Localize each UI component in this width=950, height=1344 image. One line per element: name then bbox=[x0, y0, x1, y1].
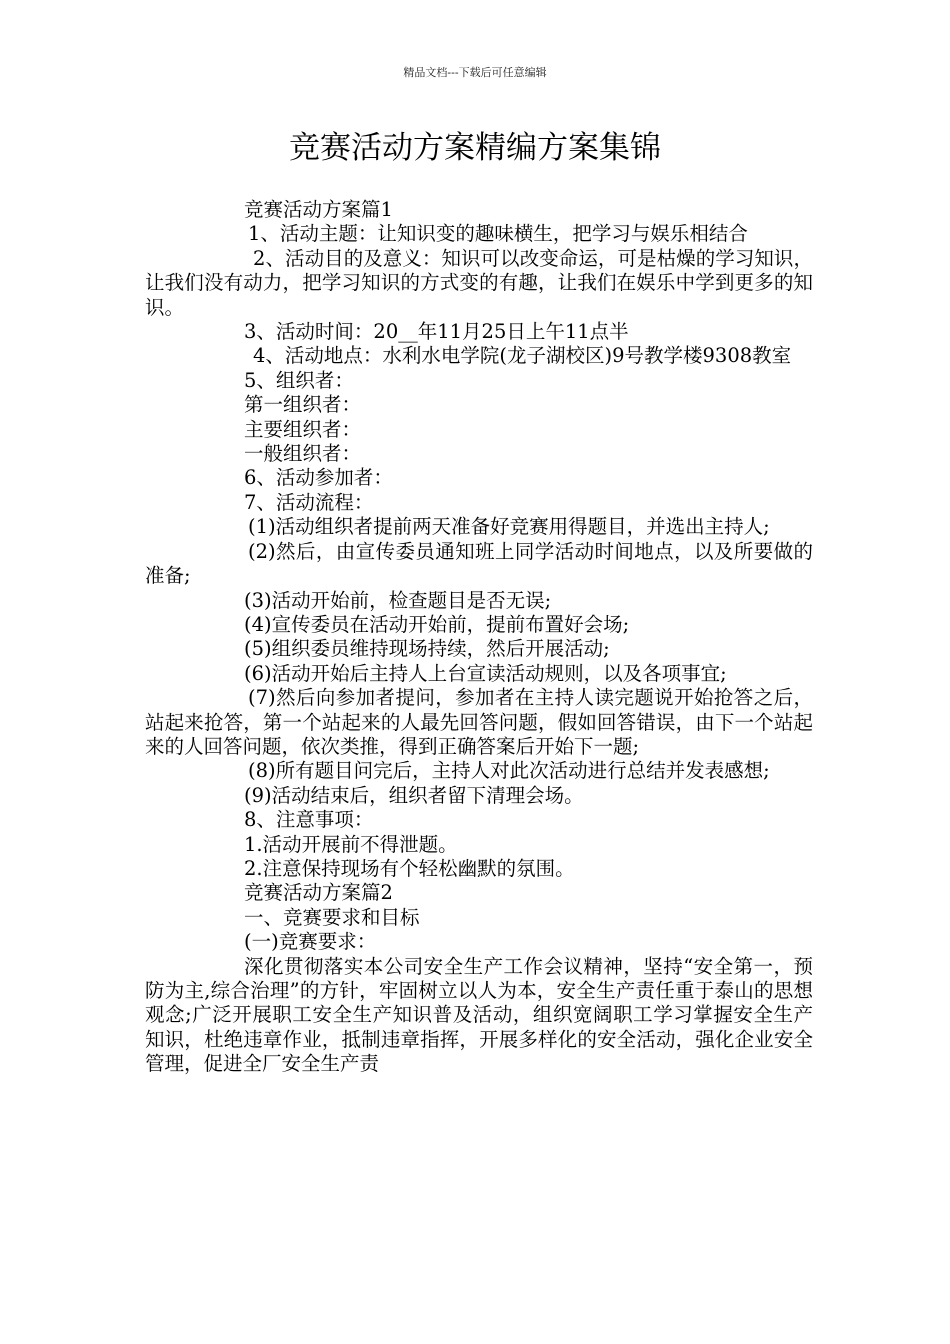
paragraph: 竞赛活动方案篇1 bbox=[244, 198, 393, 221]
paragraph: 2、活动目的及意义：知识可以改变命运，可是枯燥的学习知识，让我们没有动力，把学习知识的方式变的有趣，让我们在娱乐中学到更多的知识。 bbox=[145, 246, 813, 319]
paragraph: (7)然后向参加者提问，参加者在主持人读完题说开始抢答之后，站起来抢答，第一个站起来的人最先回答问题，假如回答错误，由下一个站起来的人回答问题，依次类推，得到正确答案后开始下一题; bbox=[145, 686, 813, 758]
paragraph: (4)宣传委员在活动开始前，提前布置好会场; bbox=[244, 612, 630, 636]
paragraph: (2)然后，由宣传委员通知班上同学活动时间地点，以及所要做的准备; bbox=[145, 539, 813, 588]
paragraph: 1、活动主题：让知识变的趣味横生，把学习与娱乐相结合 bbox=[248, 222, 748, 246]
paragraph: 4、活动地点：水利水电学院(龙子湖校区)9号教学楼9308教室 bbox=[253, 344, 792, 368]
paragraph: 第一组织者： bbox=[244, 393, 362, 417]
paragraph: 7、活动流程： bbox=[244, 490, 374, 514]
header-note: 精品文档---下载后可任意编辑 bbox=[403, 66, 547, 79]
paragraph: 深化贯彻落实本公司安全生产工作会议精神，坚持“安全第一，预防为主,综合治理”的方针，牢固树立以人为本，安全生产责任重于泰山的思想观念;广泛开展职工安全生产知识普及活动，组织宽阔职工学习掌握安全生产知识，杜绝违章作业，抵制违章指挥，开展多样化的安全活动，强化企业安全管理，促进全厂安全生产责 bbox=[145, 954, 813, 1076]
paragraph: 一般组织者： bbox=[244, 442, 362, 466]
paragraph: 2.注意保持现场有个轻松幽默的氛围。 bbox=[244, 856, 575, 880]
paragraph: 8、注意事项： bbox=[244, 808, 374, 832]
paragraph: (5)组织委员维持现场持续，然后开展活动; bbox=[244, 637, 610, 661]
paragraph: 1.活动开展前不得泄题。 bbox=[244, 832, 458, 856]
paragraph: 一、竞赛要求和目标 bbox=[244, 905, 420, 929]
document-body bbox=[145, 198, 813, 1077]
paragraph: (一)竞赛要求： bbox=[244, 930, 377, 954]
document-title: 竞赛活动方案精编方案集锦 bbox=[289, 130, 661, 166]
paragraph: 5、组织者： bbox=[244, 368, 354, 392]
paragraph: (6)活动开始后主持人上台宣读活动规则，以及各项事宜; bbox=[244, 661, 727, 685]
paragraph: (1)活动组织者提前两天准备好竞赛用得题目，并选出主持人; bbox=[248, 515, 770, 539]
paragraph: (3)活动开始前，检查题目是否无误; bbox=[244, 588, 552, 612]
paragraph: (8)所有题目问完后，主持人对此次活动进行总结并发表感想; bbox=[248, 759, 770, 783]
paragraph: (9)活动结束后，组织者留下清理会场。 bbox=[244, 783, 584, 807]
paragraph: 竞赛活动方案篇2 bbox=[244, 881, 393, 905]
paragraph: 6、活动参加者： bbox=[244, 466, 393, 490]
paragraph: 3、活动时间：20__年11月25日上午11点半 bbox=[244, 320, 629, 344]
paragraph: 主要组织者： bbox=[244, 417, 362, 441]
